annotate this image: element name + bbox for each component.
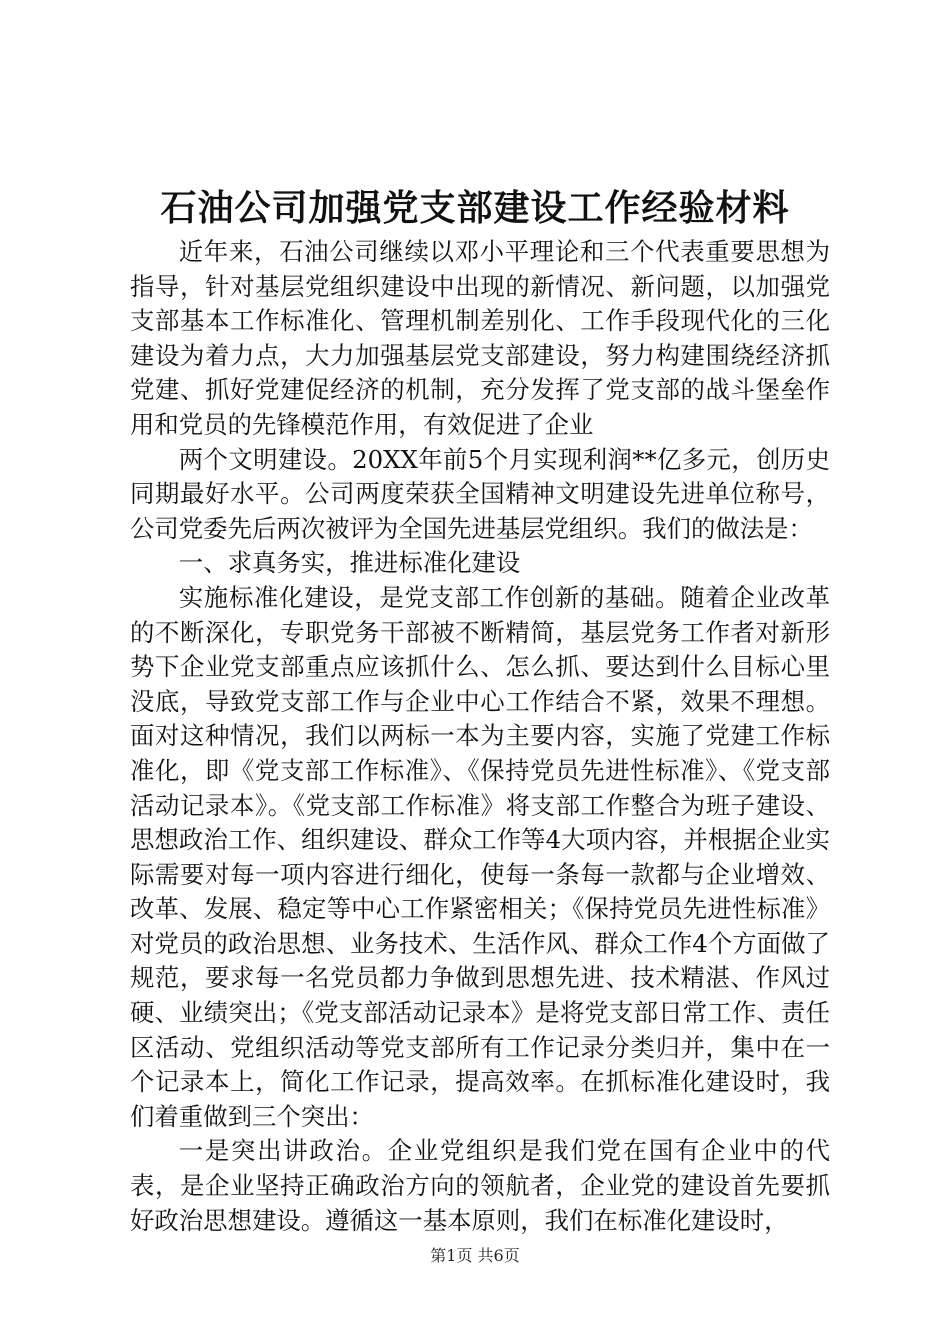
- paragraph-politics: 一是突出讲政治。企业党组织是我们党在国有企业中的代表，是企业坚持正确政治方向的领航者，企业党的建设首先要抓好政治思想建设。遵循这一基本原则，我们在标准化建设时，: [130, 1136, 830, 1235]
- paragraph-intro: 近年来，石油公司继续以邓小平理论和三个代表重要思想为指导，针对基层党组织建设中出现的新情况、新问题，以加强党支部基本工作标准化、管理机制差别化、工作手段现代化的三化建设为着力点，大力加强基层党支部建设，努力构建围绕经济抓党建、抓好党建促经济的机制，充分发挥了党支部的战斗堡垒作用和党员的先锋模范作用，有效促进了企业: [130, 237, 830, 439]
- paragraph-achievements: 两个文明建设。20XX年前5个月实现利润**亿多元，创历史同期最好水平。公司两度荣获全国精神文明建设先进单位称号，公司党委先后两次被评为全国先进基层党组织。我们的做法是：: [130, 444, 830, 543]
- section-heading-1: 一、求真务实，推进标准化建设: [178, 548, 521, 578]
- page-number: 第1页 共6页: [430, 1246, 520, 1265]
- page-footer: [0, 1245, 950, 1267]
- document-title: 石油公司加强党支部建设工作经验材料: [160, 187, 790, 229]
- paragraph-standardization: 实施标准化建设，是党支部工作创新的基础。随着企业改革的不断深化，专职党务干部被不断精简，基层党务工作者对新形势下企业党支部重点应该抓什么、怎么抓、要达到什么目标心里没底，导致党支部工作与企业中心工作结合不紧，效果不理想。面对这种情况，我们以两标一本为主要内容，实施了党建工作标准化，即《党支部工作标准》、《保持党员先进性标准》、《党支部活动记录本》。《党支部工作标准》将支部工作整合为班子建设、思想政治工作、组织建设、群众工作等4大项内容，并根据企业实际需要对每一项内容进行细化，使每一条每一款都与企业增效、改革、发展、稳定等中心工作紧密相关；《保持党员先进性标准》对党员的政治思想、业务技术、生活作风、群众工作4个方面做了规范，要求每一名党员都力争做到思想先进、技术精湛、作风过硬、业绩突出；《党支部活动记录本》是将党支部日常工作、责任区活动、党组织活动等党支部所有工作记录分类归并，集中在一个记录本上，简化工作记录，提高效率。在抓标准化建设时，我们着重做到三个突出：: [130, 582, 830, 1131]
- document-body: [130, 235, 830, 1238]
